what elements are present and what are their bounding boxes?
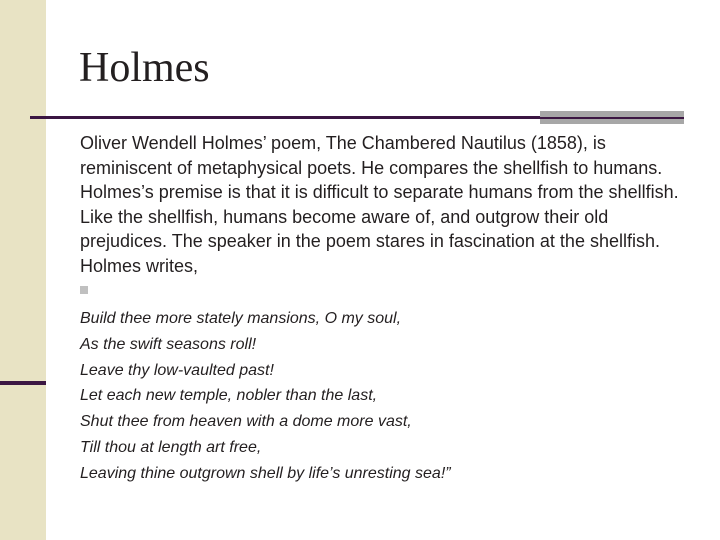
poem-line: Let each new temple, nobler than the last, — [80, 387, 378, 405]
poem-quote — [80, 306, 690, 487]
poem-line: Till thou at length art free, — [80, 438, 262, 456]
poem-line: Leaving thine outgrown shell by life’s unresting sea!” — [80, 464, 451, 482]
side-bar-accent-line — [0, 381, 46, 385]
slide-title: Holmes — [79, 45, 210, 91]
poem-line: As the swift seasons roll! — [80, 335, 257, 353]
body-paragraph: Oliver Wendell Holmes’ poem, The Chambered Nautilus (1858), is reminiscent of metaphysical poets. He compares the shellfish to humans. Holmes’s premise is that it is difficult to separate humans from the shellfish. Like the shellfish, humans become aware of, and outgrow their old prejudices. The speaker in the poem stares in fascination at the shellfish. Holmes writes, — [80, 133, 679, 276]
title-divider-accent-top — [540, 111, 684, 117]
square-bullet-icon — [80, 286, 88, 294]
title-divider-accent-bottom — [540, 119, 684, 124]
side-bar-decoration — [0, 0, 46, 540]
poem-line: Leave thy low-vaulted past! — [80, 361, 274, 379]
poem-line: Build thee more stately mansions, O my soul, — [80, 310, 402, 327]
poem-line: Shut thee from heaven with a dome more vast, — [80, 413, 412, 431]
